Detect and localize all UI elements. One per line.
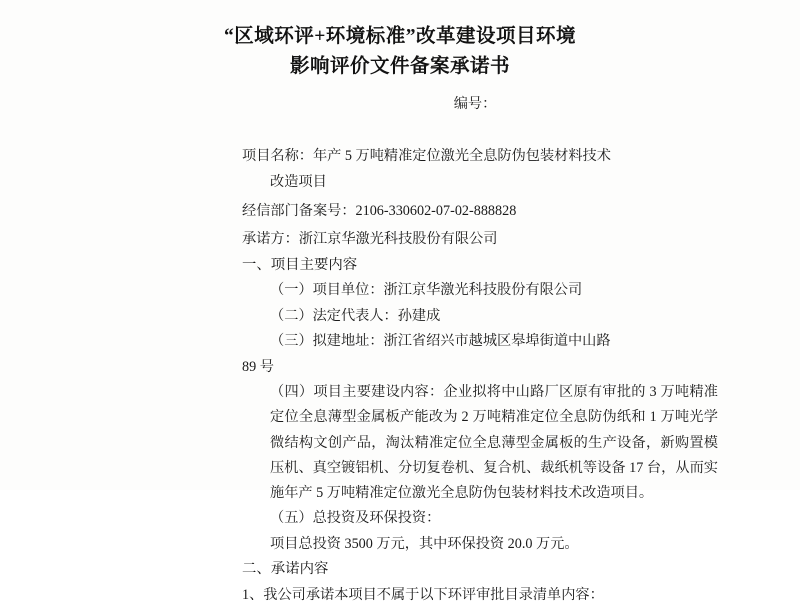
field-project-name-label: 项目名称： xyxy=(242,148,313,164)
section-1-item-6: 项目总投资 3500 万元，其中环保投资 20.0 万元。 xyxy=(242,532,718,558)
field-project-name-value: 年产 5 万吨精准定位激光全息防伪包装材料技术 xyxy=(313,148,611,164)
field-promisor xyxy=(242,227,718,253)
title-line-1: “区域环评+环境标准”改革建设项目环境 xyxy=(64,22,736,52)
section-2-item-1: 1、我公司承诺本项目不属于以下环评审批目录清单内容： xyxy=(242,583,718,608)
field-project-name xyxy=(242,144,718,170)
field-promisor-label: 承诺方： xyxy=(242,231,299,247)
field-promisor-value: 浙江京华激光科技股份有限公司 xyxy=(299,231,498,247)
section-1-item-3-cont: 89 号 xyxy=(242,355,718,381)
document-title xyxy=(64,22,736,82)
field-record-number-label: 经信部门备案号： xyxy=(242,203,356,219)
section-1-item-3: （三）拟建地址：浙江省绍兴市越城区皋埠街道中山路 xyxy=(242,329,718,355)
section-2-heading: 二、承诺内容 xyxy=(242,557,718,583)
document-body xyxy=(64,144,736,608)
section-1-item-5: （五）总投资及环保投资： xyxy=(242,506,718,532)
field-record-number xyxy=(242,199,718,225)
section-1-item-1: （一）项目单位：浙江京华激光科技股份有限公司 xyxy=(242,278,718,304)
section-1-item-4-text: （四）项目主要建设内容：企业拟将中山路厂区原有审批的 3 万吨精准定位全息薄型金属板产能改为 2 万吨精准定位全息防伪纸和 1 万吨光学微结构文创产品，淘汰精准定位全息薄型金属板的生产设备，新购置模压机、真空镀铝机、分切复卷机、复合机、裁纸机等设备 17 台，从而实施年产 5 万吨精准定位激光全息防伪包装材料技术改造项目。 xyxy=(270,384,718,501)
field-project-name-cont: 改造项目 xyxy=(242,170,718,196)
serial-number-row xyxy=(64,92,736,118)
section-1-heading: 一、项目主要内容 xyxy=(242,253,718,279)
field-record-number-value: 2106-330602-07-02-888828 xyxy=(356,203,517,219)
section-1-item-2: （二）法定代表人：孙建成 xyxy=(242,304,718,330)
title-line-2: 影响评价文件备案承诺书 xyxy=(64,52,736,82)
section-1-item-4 xyxy=(242,380,718,506)
serial-number-label: 编号： xyxy=(304,92,497,118)
